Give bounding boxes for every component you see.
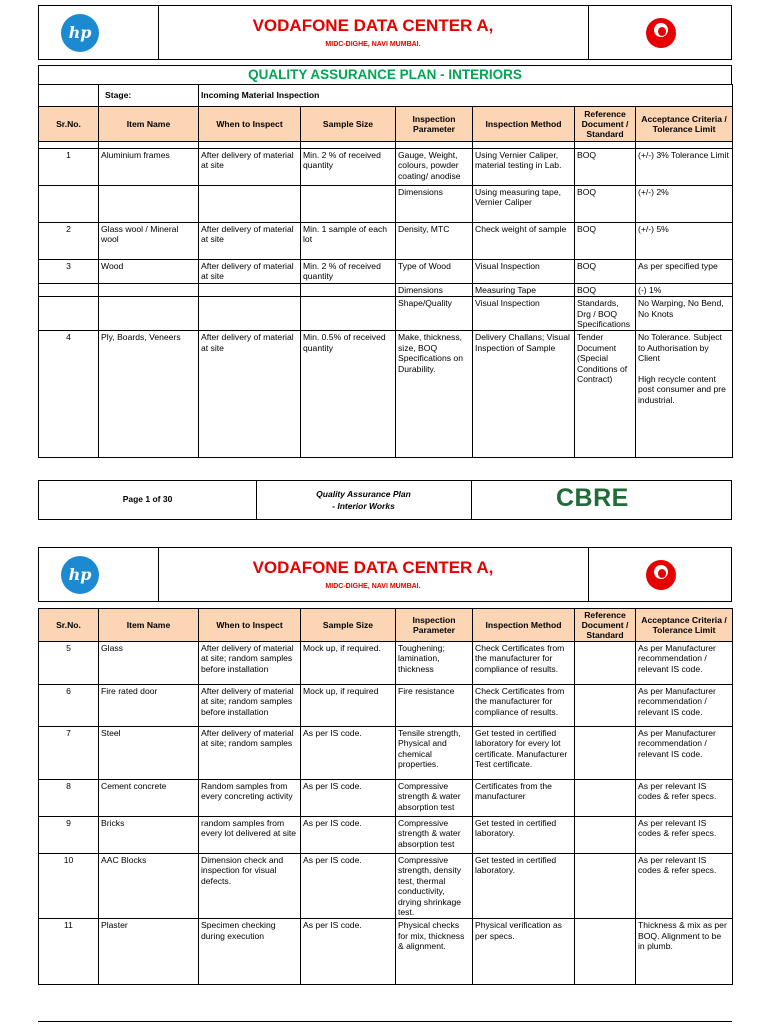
col-when: When to Inspect [199,609,301,642]
table-cell [575,642,636,685]
table-cell: As per specified type [636,260,733,284]
col-srno: Sr.No. [39,609,99,642]
table-cell: Specimen checking during execution [199,919,301,985]
col-sample: Sample Size [301,609,396,642]
table-cell: Using Vernier Caliper, material testing in Lab. [473,149,575,186]
table-row [39,780,733,817]
title-cell [158,548,589,601]
page1-header [38,5,732,60]
table-cell [301,186,396,223]
table-row [39,331,733,458]
table-cell: As per Manufacturer recommendation / relevant IS code. [636,685,733,727]
table1-header-row [39,107,733,142]
col-method: Inspection Method [473,107,575,142]
table-row [39,149,733,186]
table-cell: AAC Blocks [99,854,199,919]
col-ref: Reference Document / Standard [575,107,636,142]
table-cell: 5 [39,642,99,685]
table-cell: Glass wool / Mineral wool [99,223,199,260]
table-cell: Mock up, if required [301,685,396,727]
table-cell: Standards, Drg / BOQ Specifications [575,297,636,331]
table-cell: As per IS code. [301,727,396,780]
table-cell: Thickness & mix as per BOQ. Alignment to be in plumb. [636,919,733,985]
table-cell: 9 [39,817,99,854]
table-cell: Make, thickness, size, BOQ Specifications on Durability. [396,331,473,458]
table-cell: As per Manufacturer recommendation / relevant IS code. [636,727,733,780]
page-title: VODAFONE DATA CENTER A, [252,558,494,577]
vodafone-logo-icon [646,18,676,48]
table-cell: 1 [39,149,99,186]
table-cell: 7 [39,727,99,780]
vodafone-logo-cell [588,548,731,601]
hp-logo-icon: hp [61,14,99,52]
col-sample: Sample Size [301,107,396,142]
table-cell: As per IS code. [301,919,396,985]
table-cell [39,297,99,331]
table-cell: Random samples from every concreting activity [199,780,301,817]
table-cell: Min. 1 sample of each lot [301,223,396,260]
table-cell: After delivery of material at site; random samples before installation [199,685,301,727]
table-cell: Certificates from the manufacturer [473,780,575,817]
table-cell: After delivery of material at site [199,260,301,284]
table-cell: After delivery of material at site; random samples before installation [199,642,301,685]
table-cell [199,283,301,296]
col-item: Item Name [99,609,199,642]
col-srno: Sr.No. [39,107,99,142]
cbre-logo: CBRE [556,484,629,512]
table-cell: Dimension check and inspection for visual defects. [199,854,301,919]
page-number: Page 1 of 30 [122,494,173,504]
table-row [39,283,733,296]
table-cell: BOQ [575,283,636,296]
table-cell: Min. 2 % of received quantity [301,260,396,284]
col-when: When to Inspect [199,107,301,142]
table-cell: No Warping, No Bend, No Knots [636,297,733,331]
table-cell: Toughening; lamination, thickness [396,642,473,685]
table-row [39,186,733,223]
title-cell [158,6,589,59]
table-row [39,817,733,854]
footer-doc-cell [256,481,472,519]
table-cell: As per relevant IS codes & refer specs. [636,854,733,919]
page-subtitle: MIDC-DIGHE, NAVI MUMBAI. [325,41,421,48]
hp-logo-icon: hp [61,556,99,594]
stage-label-cell [39,85,99,107]
qap-table-page2 [38,608,733,985]
table-cell: BOQ [575,149,636,186]
footer-doc-title: Quality Assurance Plan [316,489,411,499]
col-accept: Acceptance Criteria / Tolerance Limit [636,609,733,642]
table-cell: Visual Inspection [473,260,575,284]
table-cell [99,297,199,331]
table-row [39,919,733,985]
table-cell: 8 [39,780,99,817]
table-cell: Min. 0.5% of received quantity [301,331,396,458]
table-cell: Wood [99,260,199,284]
table-cell: Measuring Tape [473,283,575,296]
table-cell: After delivery of material at site [199,223,301,260]
table-cell: As per IS code. [301,854,396,919]
table-row [39,642,733,685]
table-cell: Get tested in certified laboratory for every lot certificate. Manufacturer Test certificate. [473,727,575,780]
page-footer [38,480,732,520]
table-cell [575,727,636,780]
footer-brand-cell [471,481,731,519]
spacer-row [39,142,733,149]
table-row [39,727,733,780]
table-cell [39,283,99,296]
table-cell: Density, MTC [396,223,473,260]
stage-value: Incoming Material Inspection [199,85,733,107]
table-cell: Compressive strength & water absorption test [396,780,473,817]
table-cell: Glass [99,642,199,685]
table-cell: Check weight of sample [473,223,575,260]
table-cell: Compressive strength & water absorption test [396,817,473,854]
table-cell: As per relevant IS codes & refer specs. [636,780,733,817]
table2-header-row [39,609,733,642]
table-cell [39,186,99,223]
table-cell: Physical verification as per specs. [473,919,575,985]
table-cell: 6 [39,685,99,727]
table-cell: Type of Wood [396,260,473,284]
table-cell: As per IS code. [301,817,396,854]
table-cell: BOQ [575,223,636,260]
table-cell: Ply, Boards, Veneers [99,331,199,458]
page-divider [38,1021,732,1022]
table-row [39,854,733,919]
table-cell: As per Manufacturer recommendation / relevant IS code. [636,642,733,685]
qap-table-page1 [38,84,733,458]
table-cell: (+/-) 5% [636,223,733,260]
table-cell [301,283,396,296]
table-cell: 2 [39,223,99,260]
footer-doc-subtitle: - Interior Works [332,501,395,511]
table-cell [575,817,636,854]
table-cell: Bricks [99,817,199,854]
table-cell: Check Certificates from the manufacturer for compliance of results. [473,642,575,685]
page-title: VODAFONE DATA CENTER A, [252,16,494,35]
table-cell: random samples from every lot delivered at site [199,817,301,854]
table-row [39,685,733,727]
table-cell: Dimensions [396,283,473,296]
table-cell: (+/-) 3% Tolerance Limit [636,149,733,186]
table-cell: Delivery Challans; Visual Inspection of Sample [473,331,575,458]
col-method: Inspection Method [473,609,575,642]
table-cell [301,297,396,331]
table-cell [575,685,636,727]
table-cell: Tensile strength, Physical and chemical properties. [396,727,473,780]
col-item: Item Name [99,107,199,142]
table-cell: Steel [99,727,199,780]
table-cell: Shape/Quality [396,297,473,331]
table-cell: Dimensions [396,186,473,223]
table-cell [575,919,636,985]
table-row [39,223,733,260]
table-cell [575,780,636,817]
table-row [39,297,733,331]
table-cell: Using measuring tape, Vernier Caliper [473,186,575,223]
table-cell: Plaster [99,919,199,985]
table-cell [575,854,636,919]
table-cell [199,297,301,331]
table-cell: (-) 1% [636,283,733,296]
table-row [39,260,733,284]
footer-page-cell [39,481,257,519]
table-cell: Check Certificates from the manufacturer for compliance of results. [473,685,575,727]
col-ref: Reference Document / Standard [575,609,636,642]
table-cell: Fire resistance [396,685,473,727]
table-cell: 4 [39,331,99,458]
table-cell: 3 [39,260,99,284]
table-cell: After delivery of material at site [199,331,301,458]
table-cell: BOQ [575,260,636,284]
table-cell: 11 [39,919,99,985]
qap-title-box [38,65,732,84]
table-cell: After delivery of material at site; random samples [199,727,301,780]
table-cell: Mock up, if required. [301,642,396,685]
table-cell: (+/-) 2% [636,186,733,223]
hp-logo-cell [39,6,159,59]
table-cell [99,186,199,223]
table-cell: Physical checks for mix, thickness & alignment. [396,919,473,985]
col-param: Inspection Parameter [396,107,473,142]
page2-header [38,547,732,602]
table-cell: As per relevant IS codes & refer specs. [636,817,733,854]
hp-logo-cell [39,548,159,601]
qap-title: QUALITY ASSURANCE PLAN - INTERIORS [248,67,522,82]
table-cell: Min. 2 % of received quantity [301,149,396,186]
table-cell: BOQ [575,186,636,223]
page-subtitle: MIDC-DIGHE, NAVI MUMBAI. [325,583,421,590]
table-cell: Compressive strength, density test, thermal conductivity, drying shrinkage test. [396,854,473,919]
table-cell: Fire rated door [99,685,199,727]
col-accept: Acceptance Criteria / Tolerance Limit [636,107,733,142]
table-cell: Get tested in certified laboratory. [473,817,575,854]
table-cell: Get tested in certified laboratory. [473,854,575,919]
table-cell: No Tolerance. Subject to Authorisation by Client High recycle content post consumer and pre industrial. [636,331,733,458]
table-cell: Aluminium frames [99,149,199,186]
table-cell: After delivery of material at site [199,149,301,186]
table-cell: As per IS code. [301,780,396,817]
vodafone-logo-cell [588,6,731,59]
table-cell: Gauge, Weight, colours, powder coating/ anodise [396,149,473,186]
table-cell [199,186,301,223]
vodafone-logo-icon [646,560,676,590]
stage-label: Stage: [99,85,199,107]
col-param: Inspection Parameter [396,609,473,642]
table-cell: Tender Document (Special Conditions of Contract) [575,331,636,458]
table-cell [99,283,199,296]
table-cell: Cement concrete [99,780,199,817]
table-cell: 10 [39,854,99,919]
table-cell: Visual Inspection [473,297,575,331]
